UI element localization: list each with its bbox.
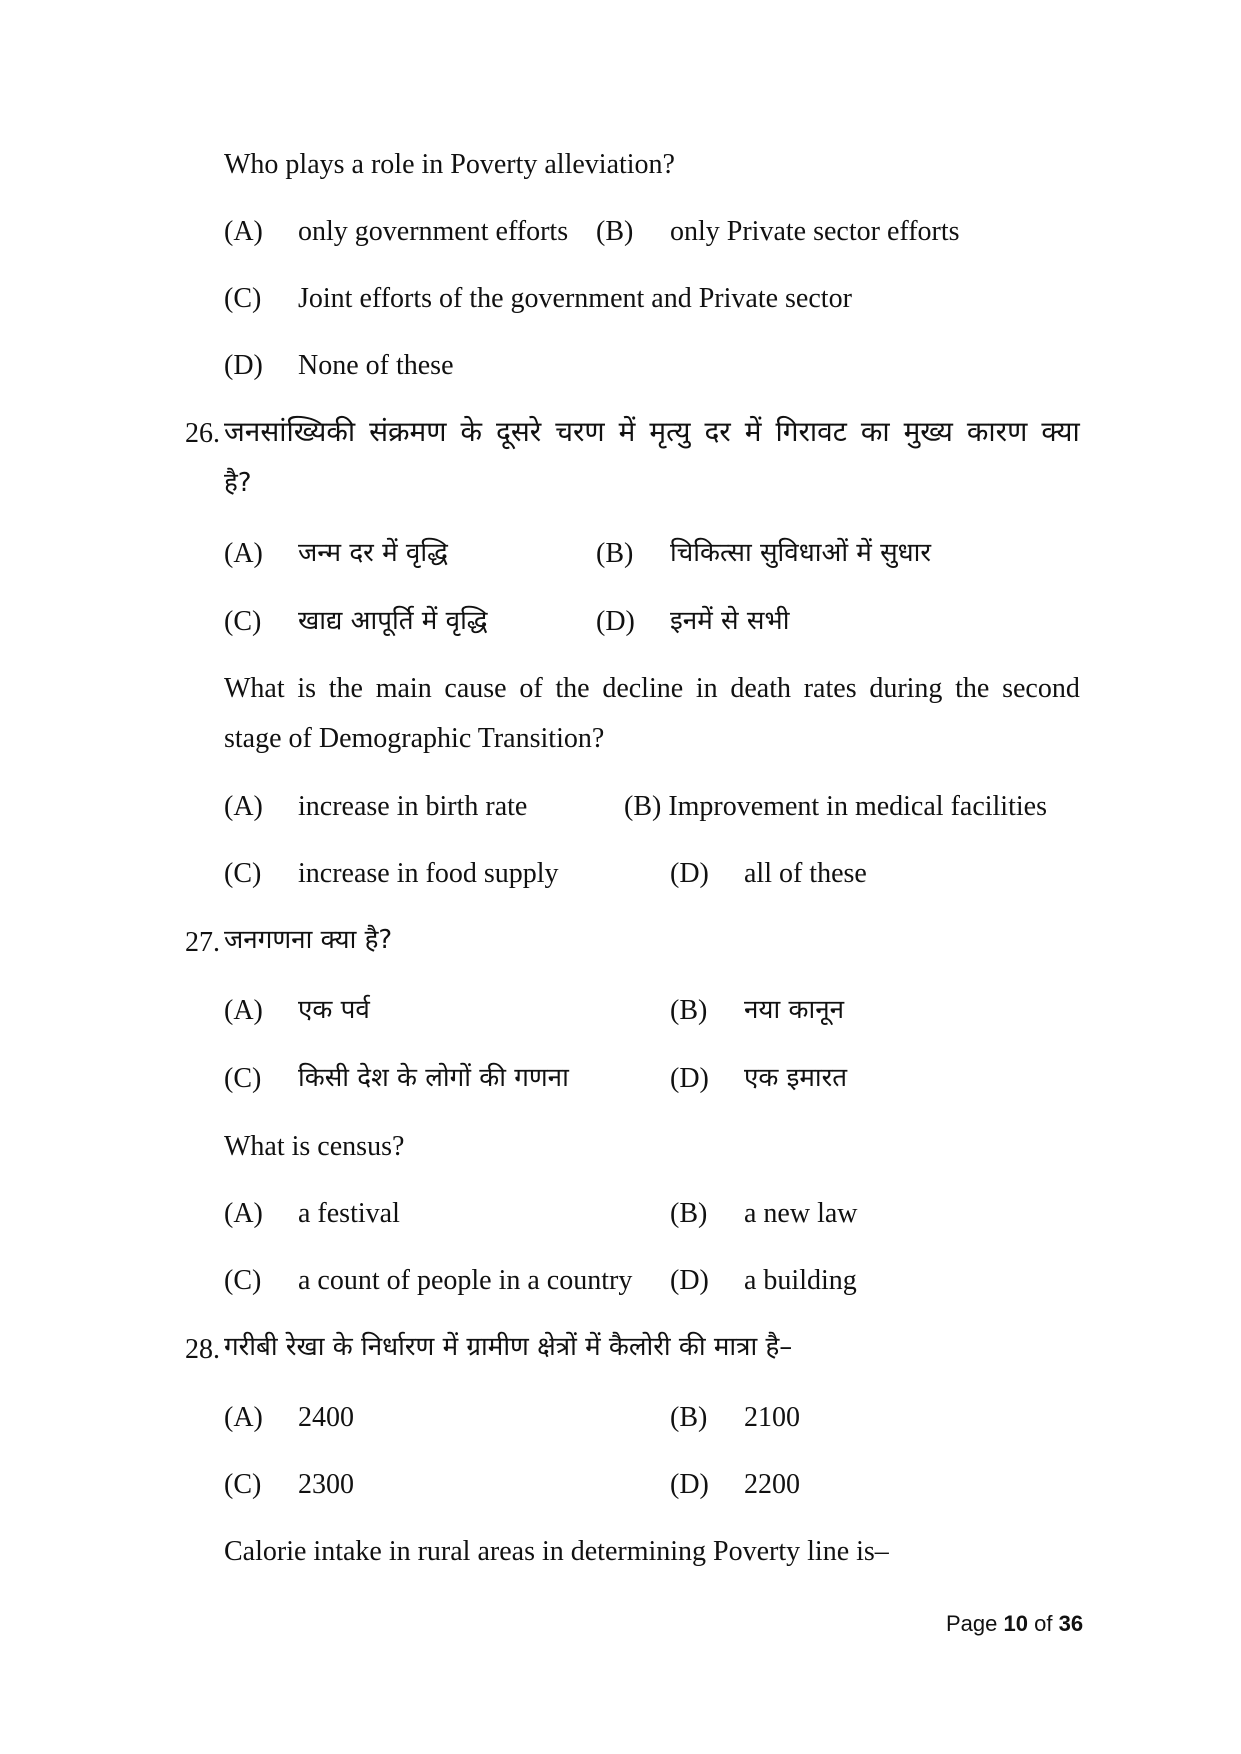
word: संक्रमण xyxy=(369,415,447,448)
word: the xyxy=(555,673,590,704)
word: of xyxy=(519,673,543,704)
q27-en-option-d: a building xyxy=(744,1265,857,1296)
q26-en-option-a: increase in birth rate xyxy=(298,791,528,822)
q26-en-option-a-label: (A) xyxy=(224,791,263,822)
q28-option-a: 2400 xyxy=(298,1402,354,1433)
q28-question-hi: गरीबी रेखा के निर्धारण में ग्रामीण क्षेत्रों में कैलोरी की मात्रा है– xyxy=(224,1332,793,1362)
q27-number: 27. xyxy=(185,927,220,958)
q25-option-d: None of these xyxy=(298,350,454,381)
q25-option-c: Joint efforts of the government and Private sector xyxy=(298,283,852,314)
word: during xyxy=(869,673,943,704)
q28-number: 28. xyxy=(185,1334,220,1365)
q27-hi-option-a-label: (A) xyxy=(224,995,263,1026)
word: दूसरे xyxy=(495,415,542,448)
q27-en-option-b: a new law xyxy=(744,1198,858,1229)
q26-question-hi-line2: है? xyxy=(224,468,252,498)
word: main xyxy=(375,673,432,704)
current-page: 10 xyxy=(1003,1611,1028,1636)
q27-hi-option-c-label: (C) xyxy=(224,1063,262,1094)
q25-option-d-label: (D) xyxy=(224,350,263,381)
q26-hi-option-a-label: (A) xyxy=(224,538,263,569)
word: में xyxy=(618,415,636,448)
q27-en-option-c: a count of people in a country xyxy=(298,1265,633,1296)
word: rates xyxy=(803,673,857,704)
q26-question-en-line2: stage of Demographic Transition? xyxy=(224,723,605,754)
word: the xyxy=(955,673,990,704)
q26-question-en-line1 xyxy=(224,675,1080,703)
word: decline xyxy=(602,673,684,704)
page-word: Page xyxy=(946,1611,998,1636)
q27-en-option-c-label: (C) xyxy=(224,1265,262,1296)
page-number-footer xyxy=(946,1611,1083,1637)
q27-en-option-d-label: (D) xyxy=(670,1265,709,1296)
q26-en-option-c-label: (C) xyxy=(224,858,262,889)
total-pages: 36 xyxy=(1058,1611,1084,1636)
q26-hi-option-b: चिकित्सा सुविधाओं में सुधार xyxy=(670,538,932,568)
word: is xyxy=(297,673,317,704)
q27-question-en: What is census? xyxy=(224,1131,405,1162)
word: मुख्य xyxy=(903,415,953,448)
q25-question-en: Who plays a role in Poverty alleviation? xyxy=(224,149,675,180)
word: second xyxy=(1002,673,1080,704)
word: What xyxy=(224,673,285,704)
q25-option-a-label: (A) xyxy=(224,216,263,247)
q27-en-option-b-label: (B) xyxy=(670,1198,708,1229)
q27-hi-option-c: किसी देश के लोगों की गणना xyxy=(298,1063,569,1093)
word: जनसांख्यिकी xyxy=(224,415,356,448)
word: में xyxy=(744,415,762,448)
word: के xyxy=(460,415,482,448)
q28-option-b: 2100 xyxy=(744,1402,800,1433)
q26-number: 26. xyxy=(185,418,220,449)
word: मृत्यु xyxy=(649,415,691,448)
q28-option-c: 2300 xyxy=(298,1469,354,1500)
q27-hi-option-a: एक पर्व xyxy=(298,995,370,1025)
word: गिरावट xyxy=(775,415,847,448)
q27-en-option-a: a festival xyxy=(298,1198,400,1229)
word: चरण xyxy=(555,415,605,448)
q25-option-c-label: (C) xyxy=(224,283,262,314)
q28-question-en: Calorie intake in rural areas in determining Poverty line is– xyxy=(224,1536,889,1567)
q26-hi-option-c-label: (C) xyxy=(224,606,262,637)
word: कारण xyxy=(966,415,1028,448)
q27-hi-option-b: नया कानून xyxy=(744,995,845,1025)
word: the xyxy=(328,673,363,704)
q26-hi-option-b-label: (B) xyxy=(596,538,634,569)
q25-option-b: only Private sector efforts xyxy=(670,216,960,247)
q28-option-a-label: (A) xyxy=(224,1402,263,1433)
q26-question-hi-line1 xyxy=(224,415,1080,448)
q26-en-option-c: increase in food supply xyxy=(298,858,559,889)
q28-option-d: 2200 xyxy=(744,1469,800,1500)
q27-hi-option-d: एक इमारत xyxy=(744,1063,848,1093)
q25-option-a: only government efforts xyxy=(298,216,569,247)
q26-hi-option-d: इनमें से सभी xyxy=(670,606,790,636)
word: दर xyxy=(704,415,731,448)
q26-hi-option-c: खाद्य आपूर्ति में वृद्धि xyxy=(298,606,488,636)
word: cause xyxy=(444,673,507,704)
word: in xyxy=(695,673,718,704)
q28-option-c-label: (C) xyxy=(224,1469,262,1500)
word: क्या xyxy=(1041,415,1080,448)
q27-hi-option-b-label: (B) xyxy=(670,995,708,1026)
q25-option-b-label: (B) xyxy=(596,216,634,247)
of-word: of xyxy=(1034,1611,1053,1636)
q26-hi-option-d-label: (D) xyxy=(596,606,635,637)
q27-en-option-a-label: (A) xyxy=(224,1198,263,1229)
q26-en-option-d-label: (D) xyxy=(670,858,709,889)
q27-hi-option-d-label: (D) xyxy=(670,1063,709,1094)
word: death xyxy=(730,673,792,704)
word: का xyxy=(860,415,890,448)
q27-question-hi: जनगणना क्या है? xyxy=(224,925,393,955)
q26-en-option-b: (B) Improvement in medical facilities xyxy=(624,791,1047,822)
q26-en-option-d: all of these xyxy=(744,858,867,889)
q26-hi-option-a: जन्म दर में वृद्धि xyxy=(298,538,448,568)
q28-option-b-label: (B) xyxy=(670,1402,708,1433)
q28-option-d-label: (D) xyxy=(670,1469,709,1500)
